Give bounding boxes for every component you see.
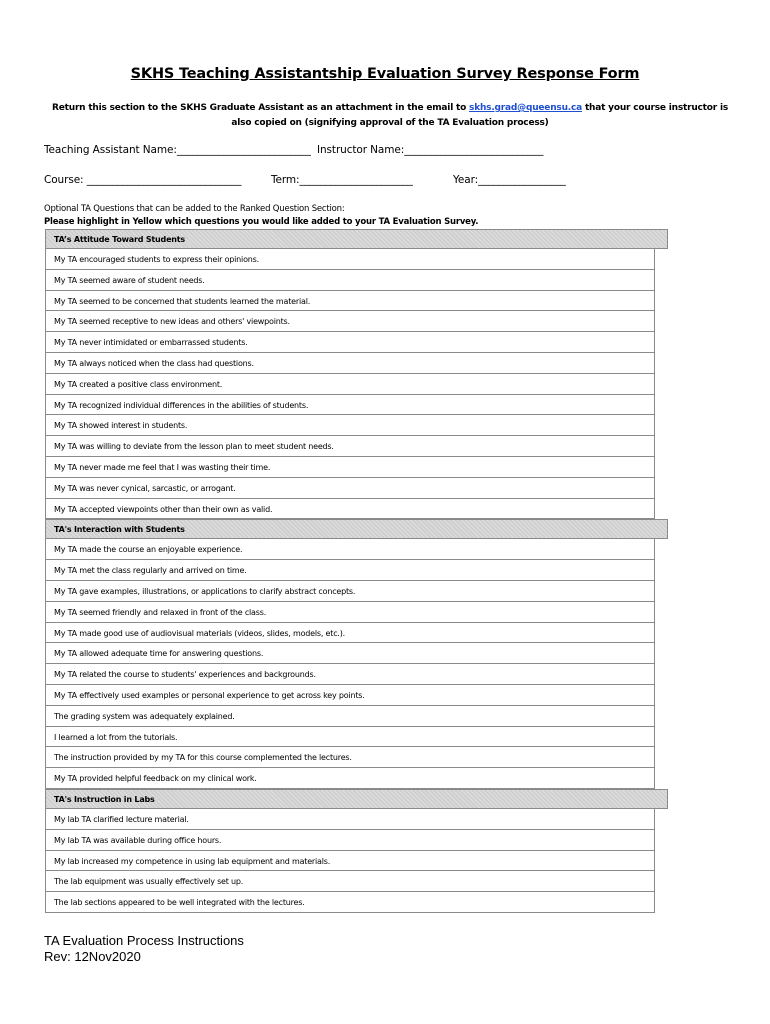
- question-row[interactable]: My TA showed interest in students.: [45, 415, 655, 436]
- optional-note-line2: Please highlight in Yellow which questions you would like added to your TA Evaluation Survey.: [44, 217, 479, 227]
- year-field[interactable]: Year:_________________: [453, 174, 566, 186]
- question-row[interactable]: My TA recognized individual differences in the abilities of students.: [45, 395, 655, 416]
- question-row[interactable]: My TA seemed aware of student needs.: [45, 270, 655, 291]
- question-row[interactable]: My lab TA clarified lecture material.: [45, 809, 655, 830]
- question-row[interactable]: The instruction provided by my TA for this course complemented the lectures.: [45, 747, 655, 768]
- instructor-name-field[interactable]: Instructor Name:___________________________: [317, 144, 544, 156]
- question-row[interactable]: My TA created a positive class environment.: [45, 374, 655, 395]
- question-row[interactable]: My TA provided helpful feedback on my clinical work.: [45, 768, 655, 789]
- question-row[interactable]: The lab equipment was usually effectively set up.: [45, 871, 655, 892]
- instructions-text-before: Return this section to the SKHS Graduate Assistant as an attachment in the email to: [52, 103, 470, 113]
- question-row[interactable]: My TA encouraged students to express their opinions.: [45, 249, 655, 270]
- question-row[interactable]: My TA made good use of audiovisual materials (videos, slides, models, etc.).: [45, 623, 655, 644]
- question-row[interactable]: My TA made the course an enjoyable experience.: [45, 539, 655, 560]
- footer-title: TA Evaluation Process Instructions: [44, 933, 244, 948]
- question-row[interactable]: My TA seemed receptive to new ideas and others' viewpoints.: [45, 311, 655, 332]
- question-row[interactable]: My TA related the course to students' experiences and backgrounds.: [45, 664, 655, 685]
- footer: [44, 933, 244, 965]
- instructions-text-after: that your course instructor is also copied on (signifying approval of the TA Evaluation process): [231, 103, 728, 128]
- section-header: TA's Interaction with Students: [45, 519, 668, 539]
- question-row[interactable]: My TA never made me feel that I was wasting their time.: [45, 457, 655, 478]
- question-row[interactable]: The lab sections appeared to be well integrated with the lectures.: [45, 892, 655, 913]
- question-row[interactable]: My TA effectively used examples or personal experience to get across key points.: [45, 685, 655, 706]
- course-field[interactable]: Course: ______________________________: [44, 174, 242, 186]
- question-row[interactable]: My TA met the class regularly and arrived on time.: [45, 560, 655, 581]
- footer-revision: Rev: 12Nov2020: [44, 949, 141, 964]
- question-row[interactable]: My TA seemed friendly and relaxed in front of the class.: [45, 602, 655, 623]
- question-row[interactable]: The grading system was adequately explained.: [45, 706, 655, 727]
- question-row[interactable]: My TA was willing to deviate from the lesson plan to meet student needs.: [45, 436, 655, 457]
- question-row[interactable]: My TA was never cynical, sarcastic, or arrogant.: [45, 478, 655, 499]
- ta-name-field[interactable]: Teaching Assistant Name:__________________________: [44, 144, 311, 156]
- question-row[interactable]: My lab increased my competence in using lab equipment and materials.: [45, 851, 655, 872]
- question-table: [45, 229, 668, 913]
- question-row[interactable]: My TA always noticed when the class had questions.: [45, 353, 655, 374]
- question-row[interactable]: My TA accepted viewpoints other than their own as valid.: [45, 499, 655, 520]
- form-title: SKHS Teaching Assistantship Evaluation Survey Response Form: [130, 66, 640, 82]
- term-field[interactable]: Term:______________________: [271, 174, 413, 186]
- section-header: TA’s Attitude Toward Students: [45, 229, 668, 249]
- email-link[interactable]: skhs.grad@queensu.ca: [469, 103, 583, 113]
- question-row[interactable]: My TA seemed to be concerned that students learned the material.: [45, 291, 655, 312]
- question-row[interactable]: My TA gave examples, illustrations, or applications to clarify abstract concepts.: [45, 581, 655, 602]
- optional-questions-note: [44, 203, 478, 229]
- return-instructions: [50, 101, 730, 131]
- section-header: TA's Instruction in Labs: [45, 789, 668, 809]
- optional-note-line1: Optional TA Questions that can be added to the Ranked Question Section:: [44, 204, 345, 214]
- question-row[interactable]: My TA allowed adequate time for answering questions.: [45, 643, 655, 664]
- question-row[interactable]: I learned a lot from the tutorials.: [45, 727, 655, 748]
- question-row[interactable]: My lab TA was available during office hours.: [45, 830, 655, 851]
- question-row[interactable]: My TA never intimidated or embarrassed students.: [45, 332, 655, 353]
